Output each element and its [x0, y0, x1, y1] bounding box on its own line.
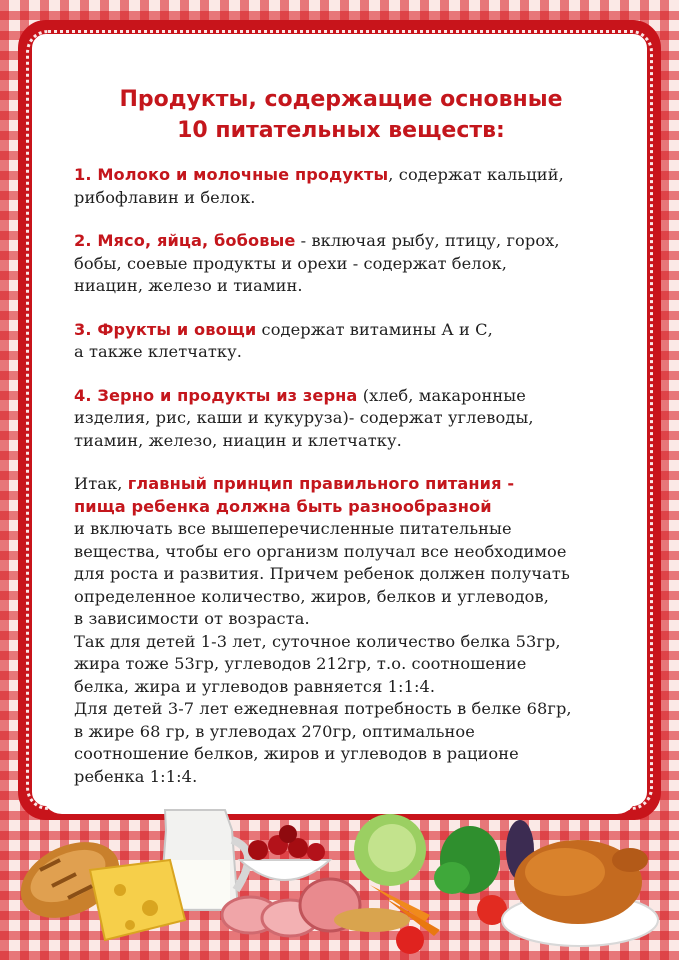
summary-highlight: главный принцип правильного питания - — [127, 474, 515, 493]
food-illustration — [0, 790, 679, 960]
item-text: бобы, соевые продукты и орехи - содержат белок, — [74, 253, 507, 273]
ham-icon — [222, 879, 360, 936]
title-line-1: Продукты, содержащие основные — [119, 87, 563, 112]
summary-line: вещества, чтобы его организм получал все необходимое — [74, 541, 567, 561]
item-text: тиамин, железо, ниацин и клетчатку. — [74, 430, 402, 450]
summary-line: жира тоже 53гр, углеводов 212гр, т.о. соотношение — [74, 654, 527, 673]
tomato-icon — [396, 895, 507, 954]
fish-icon — [334, 908, 410, 932]
summary-line: для роста и развития. Причем ребенок должен получать — [74, 564, 570, 583]
summary-highlight: пища ребенка должна быть разнообразной — [74, 496, 492, 516]
item-text: рибофлавин и белок. — [74, 187, 256, 207]
item-text: , содержат кальций, — [388, 165, 564, 184]
item-text: - включая рыбу, птицу, горох, — [295, 231, 560, 250]
summary-line: Так для детей 1-3 лет, суточное количество белка 53гр, — [74, 631, 561, 651]
summary-line: белка, жира и углеводов равняется 1:1:4. — [74, 676, 436, 696]
summary-paragraph — [74, 473, 614, 788]
item-heading: 3. Фрукты и овощи — [74, 319, 257, 339]
item-fruits — [74, 319, 614, 364]
item-text: (хлеб, макаронные — [357, 385, 526, 405]
summary-line: соотношение белков, жиров и углеводов в рационе — [74, 744, 519, 763]
item-text: изделия, рис, каши и кукуруза)- содержат углеводы, — [74, 408, 534, 427]
summary-line: и включать все вышеперечисленные питательные — [74, 519, 512, 538]
cherries-icon — [240, 825, 330, 880]
summary-line: Для детей 3-7 лет ежедневная потребность в белке 68гр, — [74, 699, 572, 718]
item-grain — [74, 385, 614, 453]
item-heading: 1. Молоко и молочные продукты — [74, 165, 389, 184]
document-content — [74, 84, 614, 788]
item-milk — [74, 164, 614, 209]
summary-line: в жире 68 гр, в углеводах 270гр, оптимальное — [74, 721, 475, 741]
cheese-icon — [90, 860, 185, 940]
summary-line: ребенка 1:1:4. — [74, 766, 198, 786]
page-title — [66, 84, 616, 146]
item-meat — [74, 230, 614, 298]
summary-line: в зависимости от возраста. — [74, 609, 310, 628]
item-heading: 2. Мясо, яйца, бобовые — [74, 231, 296, 250]
item-text: содержат витамины А и С, — [256, 319, 493, 339]
cabbage-icon — [354, 814, 426, 886]
item-text: а также клетчатку. — [74, 342, 242, 361]
item-heading: 4. Зерно и продукты из зерна — [74, 385, 358, 405]
summary-line: определенное количество, жиров, белков и углеводов, — [74, 586, 549, 606]
item-text: ниацин, железо и тиамин. — [74, 276, 303, 295]
summary-intro: Итак, — [74, 474, 128, 493]
title-line-2: 10 питательных веществ: — [177, 118, 505, 143]
